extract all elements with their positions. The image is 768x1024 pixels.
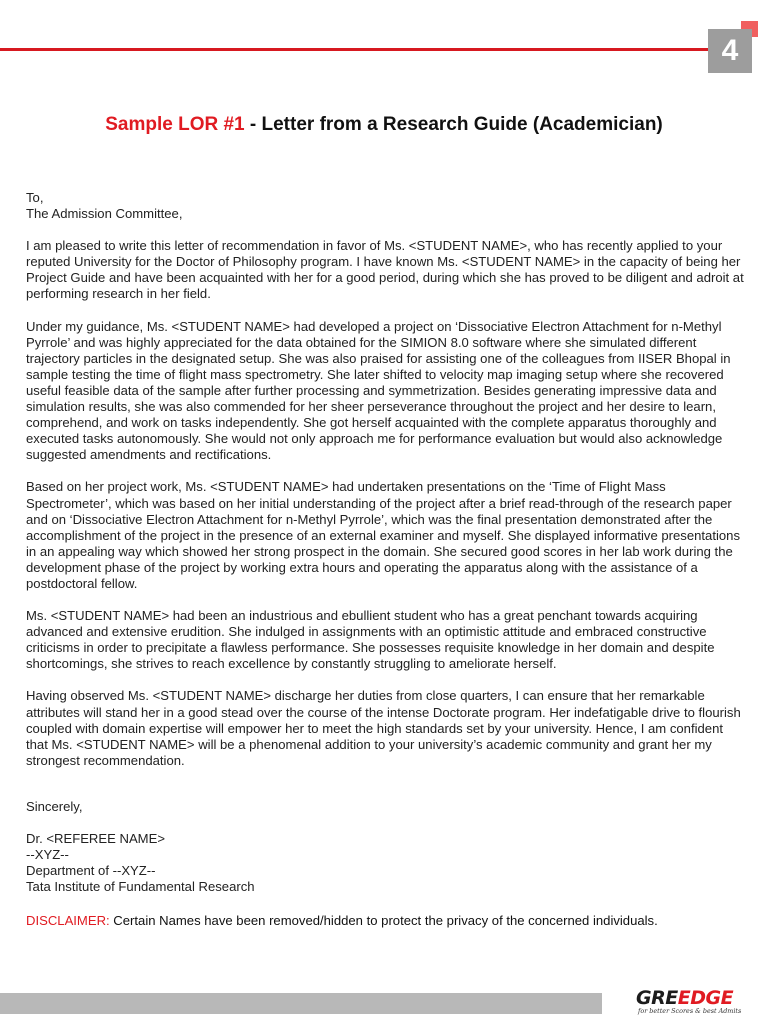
- closing-line: Sincerely,: [26, 798, 83, 814]
- page-number-badge: 4: [708, 29, 752, 73]
- greedge-logo: [636, 985, 756, 1019]
- letter-paragraph-5: Having observed Ms. <STUDENT NAME> discharge her duties from close quarters, I can ensure that her remarkable attributes will stand her in a good stead over the course of the intense Doctorate program. Her indefatigable drive to flourish coupled with domain expertise will empower her to meet the high standards set by your university. Hence, I am confident that Ms. <STUDENT NAME> will be a phenomenal addition to your university’s academic community and grant her my strongest recommendation.: [26, 688, 741, 768]
- signature-department: Department of --XYZ--: [26, 863, 156, 879]
- letter-paragraph-2: Under my guidance, Ms. <STUDENT NAME> had developed a project on ‘Dissociative Electron Attachment for n-Methyl Pyrrole’ and was highly appreciated for the data obtained for the SIMION 8.0 software where she simulated different trajectory particles in the designated setup. She was also praised for assisting one of the colleagues from IISER Bhopal in sample testing the time of flight mass spectrometry. She later shifted to velocity map imaging setup where she recovered useful feasible data of the sample after further processing and symmetrization. Besides generating impressive data and simulation results, she was also commended for her sheer perseverance throughout the project and her desire to learn, comprehend, and work on tasks independently. She got herself acquainted with the complete apparatus thoroughly and executed tasks autonomously. She would not only approach me for performance evaluation but would also acknowledge suggested amendments and rectifications.: [26, 318, 731, 463]
- signature-title: --XYZ--: [26, 847, 69, 863]
- logo-tagline: for better Scores & best Admits: [638, 1007, 742, 1015]
- letter-paragraph-3: Based on her project work, Ms. <STUDENT NAME> had undertaken presentations on the ‘Time of Flight Mass Spectrometer’, which was based on her initial understanding of the project after a brief read-through of the research paper and on ‘Dissociative Electron Attachment for n-Methyl Pyrrole’, which was the final presentation demonstrated after the accomplishment of the project in the presence of an external examiner and myself. She displayed informative presentations in an appealing way which showed her strong prospect in the domain. She secured good scores in her lab work during the development phase of the project by working extra hours and operating the apparatus along with the assistance of a postdoctoral fellow.: [26, 479, 740, 591]
- signature-institute: Tata Institute of Fundamental Research: [26, 879, 255, 895]
- footer-bar: [0, 993, 602, 1014]
- disclaimer: [26, 913, 658, 929]
- logo-word-edge: EDGE: [677, 987, 734, 1009]
- title-rest: - Letter from a Research Guide (Academician): [244, 114, 663, 135]
- page-title: [0, 114, 768, 136]
- letter-paragraph-4: Ms. <STUDENT NAME> had been an industrious and ebullient student who has a great penchant towards acquiring advanced and extensive erudition. She indulged in assignments with an optimistic attitude and embraced constructive criticisms in order to precipitate a flawless performance. She possesses requisite knowledge in her domain and despite shortcomings, she strives to reach excellence by constantly struggling to ameliorate herself.: [26, 608, 715, 672]
- title-highlight: Sample LOR #1: [105, 114, 245, 135]
- disclaimer-text: Certain Names have been removed/hidden to protect the privacy of the concerned individuals.: [109, 913, 658, 928]
- signature-name: Dr. <REFEREE NAME>: [26, 831, 165, 846]
- header-rule: [0, 48, 716, 51]
- salutation-line-1: To,: [26, 190, 44, 205]
- logo-word-gre: GRE: [636, 987, 678, 1009]
- letter-paragraph-1: I am pleased to write this letter of recommendation in favor of Ms. <STUDENT NAME>, who has recently applied to your reputed University for the Doctor of Philosophy program. I have known Ms. <STUDENT NAME> in the capacity of being her Project Guide and have been acquainted with her for a good period, during which she has proved to be diligent and adroit at performing research in her field.: [26, 238, 744, 302]
- letter-body: [26, 190, 746, 895]
- salutation-line-2: The Admission Committee,: [26, 206, 183, 222]
- disclaimer-label: DISCLAIMER:: [26, 913, 110, 928]
